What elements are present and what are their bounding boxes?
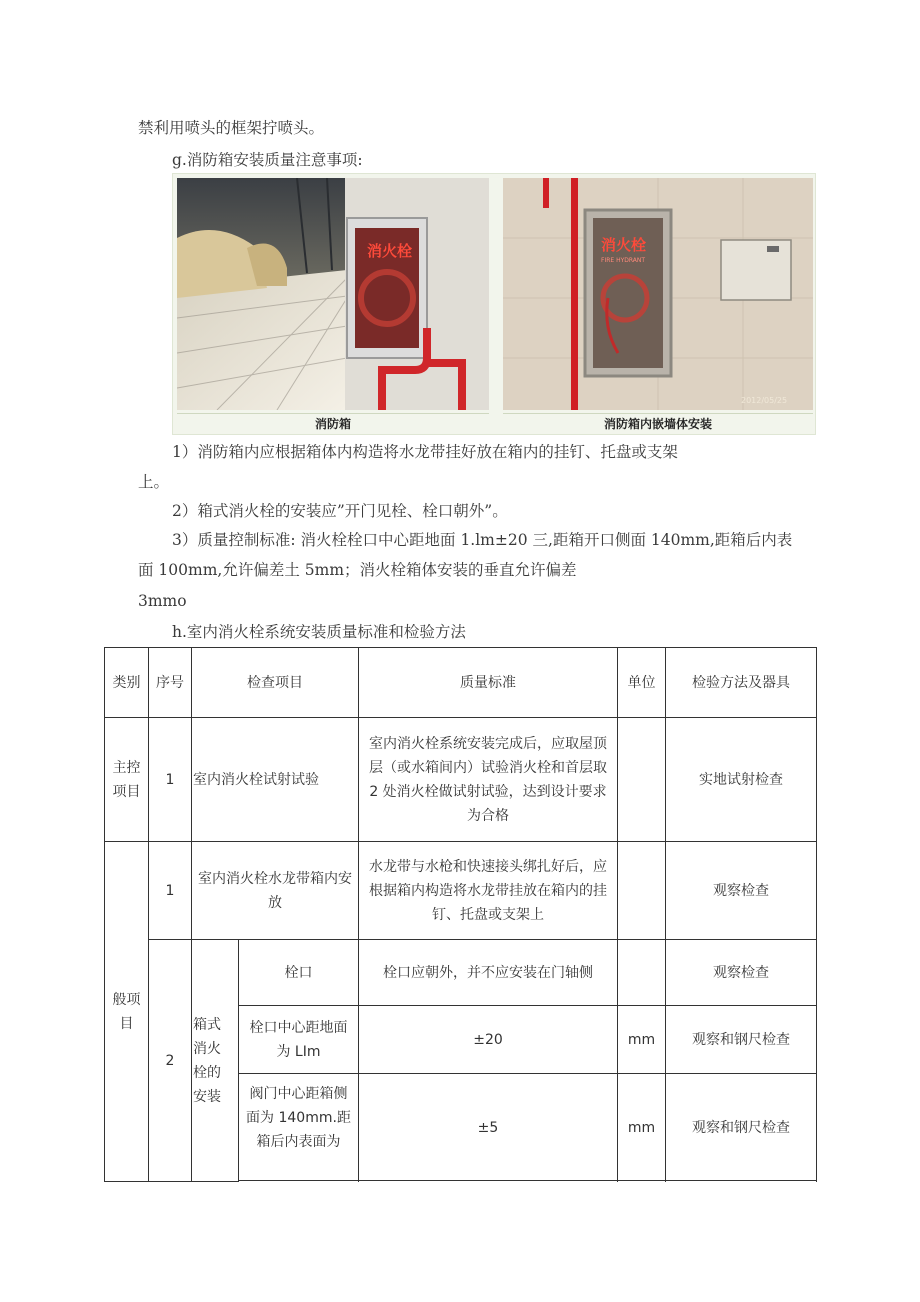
- quality-standard-table: [104, 647, 817, 1182]
- left-photo-caption: 消防箱: [177, 413, 489, 434]
- note-3-continuation: 面 100mm,允许偏差土 5mm；消火栓箱体安装的垂直允许偏差: [138, 561, 577, 579]
- note-2: 2）箱式消火栓的安装应”开门见栓、栓口朝外”。: [172, 502, 508, 520]
- photo-date-stamp: 2012/05/25: [741, 396, 788, 405]
- note-3: 3）质量控制标准: 消火栓栓口中心距地面 1.lm±20 三,距箱开口侧面 140mm,距箱后内表: [172, 531, 793, 549]
- header-unit: 单位: [618, 648, 666, 718]
- fire-box-photo: [177, 178, 489, 410]
- subrow-method: 观察检查: [666, 940, 817, 1006]
- row-item: 室内消火栓水龙带箱内安放: [192, 842, 359, 940]
- right-photo-caption: 消防箱内嵌墙体安装: [503, 413, 813, 434]
- paragraph-continuation: 禁利用喷头的框架拧喷头。: [138, 119, 325, 137]
- table-row: [105, 842, 817, 940]
- subrow-item: 栓口中心距地面为 LIm: [239, 1006, 359, 1074]
- note-3-end: 3mmo: [138, 592, 187, 610]
- photo-panel: [172, 173, 816, 435]
- row-item: 室内消火栓试射试验: [192, 718, 359, 842]
- table-row: [105, 718, 817, 842]
- embedded-fire-box-photo: [503, 178, 813, 410]
- row-method: 观察检查: [666, 842, 817, 940]
- right-sign-subtext: FIRE HYDRANT: [601, 257, 646, 264]
- header-standard: 质量标准: [359, 648, 618, 718]
- header-seq: 序号: [149, 648, 192, 718]
- right-sign-text: 消火栓: [601, 236, 647, 254]
- row-standard: 水龙带与水枪和快速接头绑扎好后，应根据箱内构造将水龙带挂放在箱内的挂钉、托盘或支架上: [359, 842, 618, 940]
- subrow-standard: ±5: [359, 1074, 618, 1182]
- table-header-row: [105, 648, 817, 718]
- subrow-item: 栓口: [239, 940, 359, 1006]
- subrow-standard: ±20: [359, 1006, 618, 1074]
- note-1-continuation: 上。: [138, 473, 170, 491]
- header-method: 检验方法及器具: [666, 648, 817, 718]
- header-category: 类别: [105, 648, 149, 718]
- subrow-unit: [618, 940, 666, 1006]
- row-seq: 1: [149, 718, 192, 842]
- table-cutoff-line: [238, 1180, 816, 1181]
- row-unit: [618, 842, 666, 940]
- row-seq: 1: [149, 842, 192, 940]
- subrow-unit: mm: [618, 1006, 666, 1074]
- section-heading-h: h.室内消火栓系统安装质量标准和检验方法: [172, 623, 466, 641]
- section-heading-g: g.消防箱安装质量注意事项:: [172, 151, 363, 169]
- subrow-method: 观察和钢尺检查: [666, 1006, 817, 1074]
- subrow-unit: mm: [618, 1074, 666, 1182]
- subrow-standard: 栓口应朝外，并不应安装在门轴侧: [359, 940, 618, 1006]
- table-row: [105, 940, 817, 1006]
- subrow-item: 阀门中心距箱侧面为 140mm.距箱后内表面为: [239, 1074, 359, 1182]
- left-sign-text: 消火栓: [367, 242, 413, 260]
- row-standard: 室内消火栓系统安装完成后，应取屋顶层（或水箱间内）试验消火栓和首层取 2 处消火栓做试射试验，达到设计要求为合格: [359, 718, 618, 842]
- note-1: 1）消防箱内应根据箱体内构造将水龙带挂好放在箱内的挂钉、托盘或支架: [172, 443, 678, 461]
- row-method: 实地试射检查: [666, 718, 817, 842]
- category-general: 般项目: [105, 842, 149, 1182]
- subrow-method: 观察和钢尺检查: [666, 1074, 817, 1182]
- category-main: 主控项目: [105, 718, 149, 842]
- row-unit: [618, 718, 666, 842]
- header-item: 检查项目: [192, 648, 359, 718]
- group-label: 箱式消火栓的安装: [192, 940, 239, 1182]
- group-seq: 2: [149, 940, 192, 1182]
